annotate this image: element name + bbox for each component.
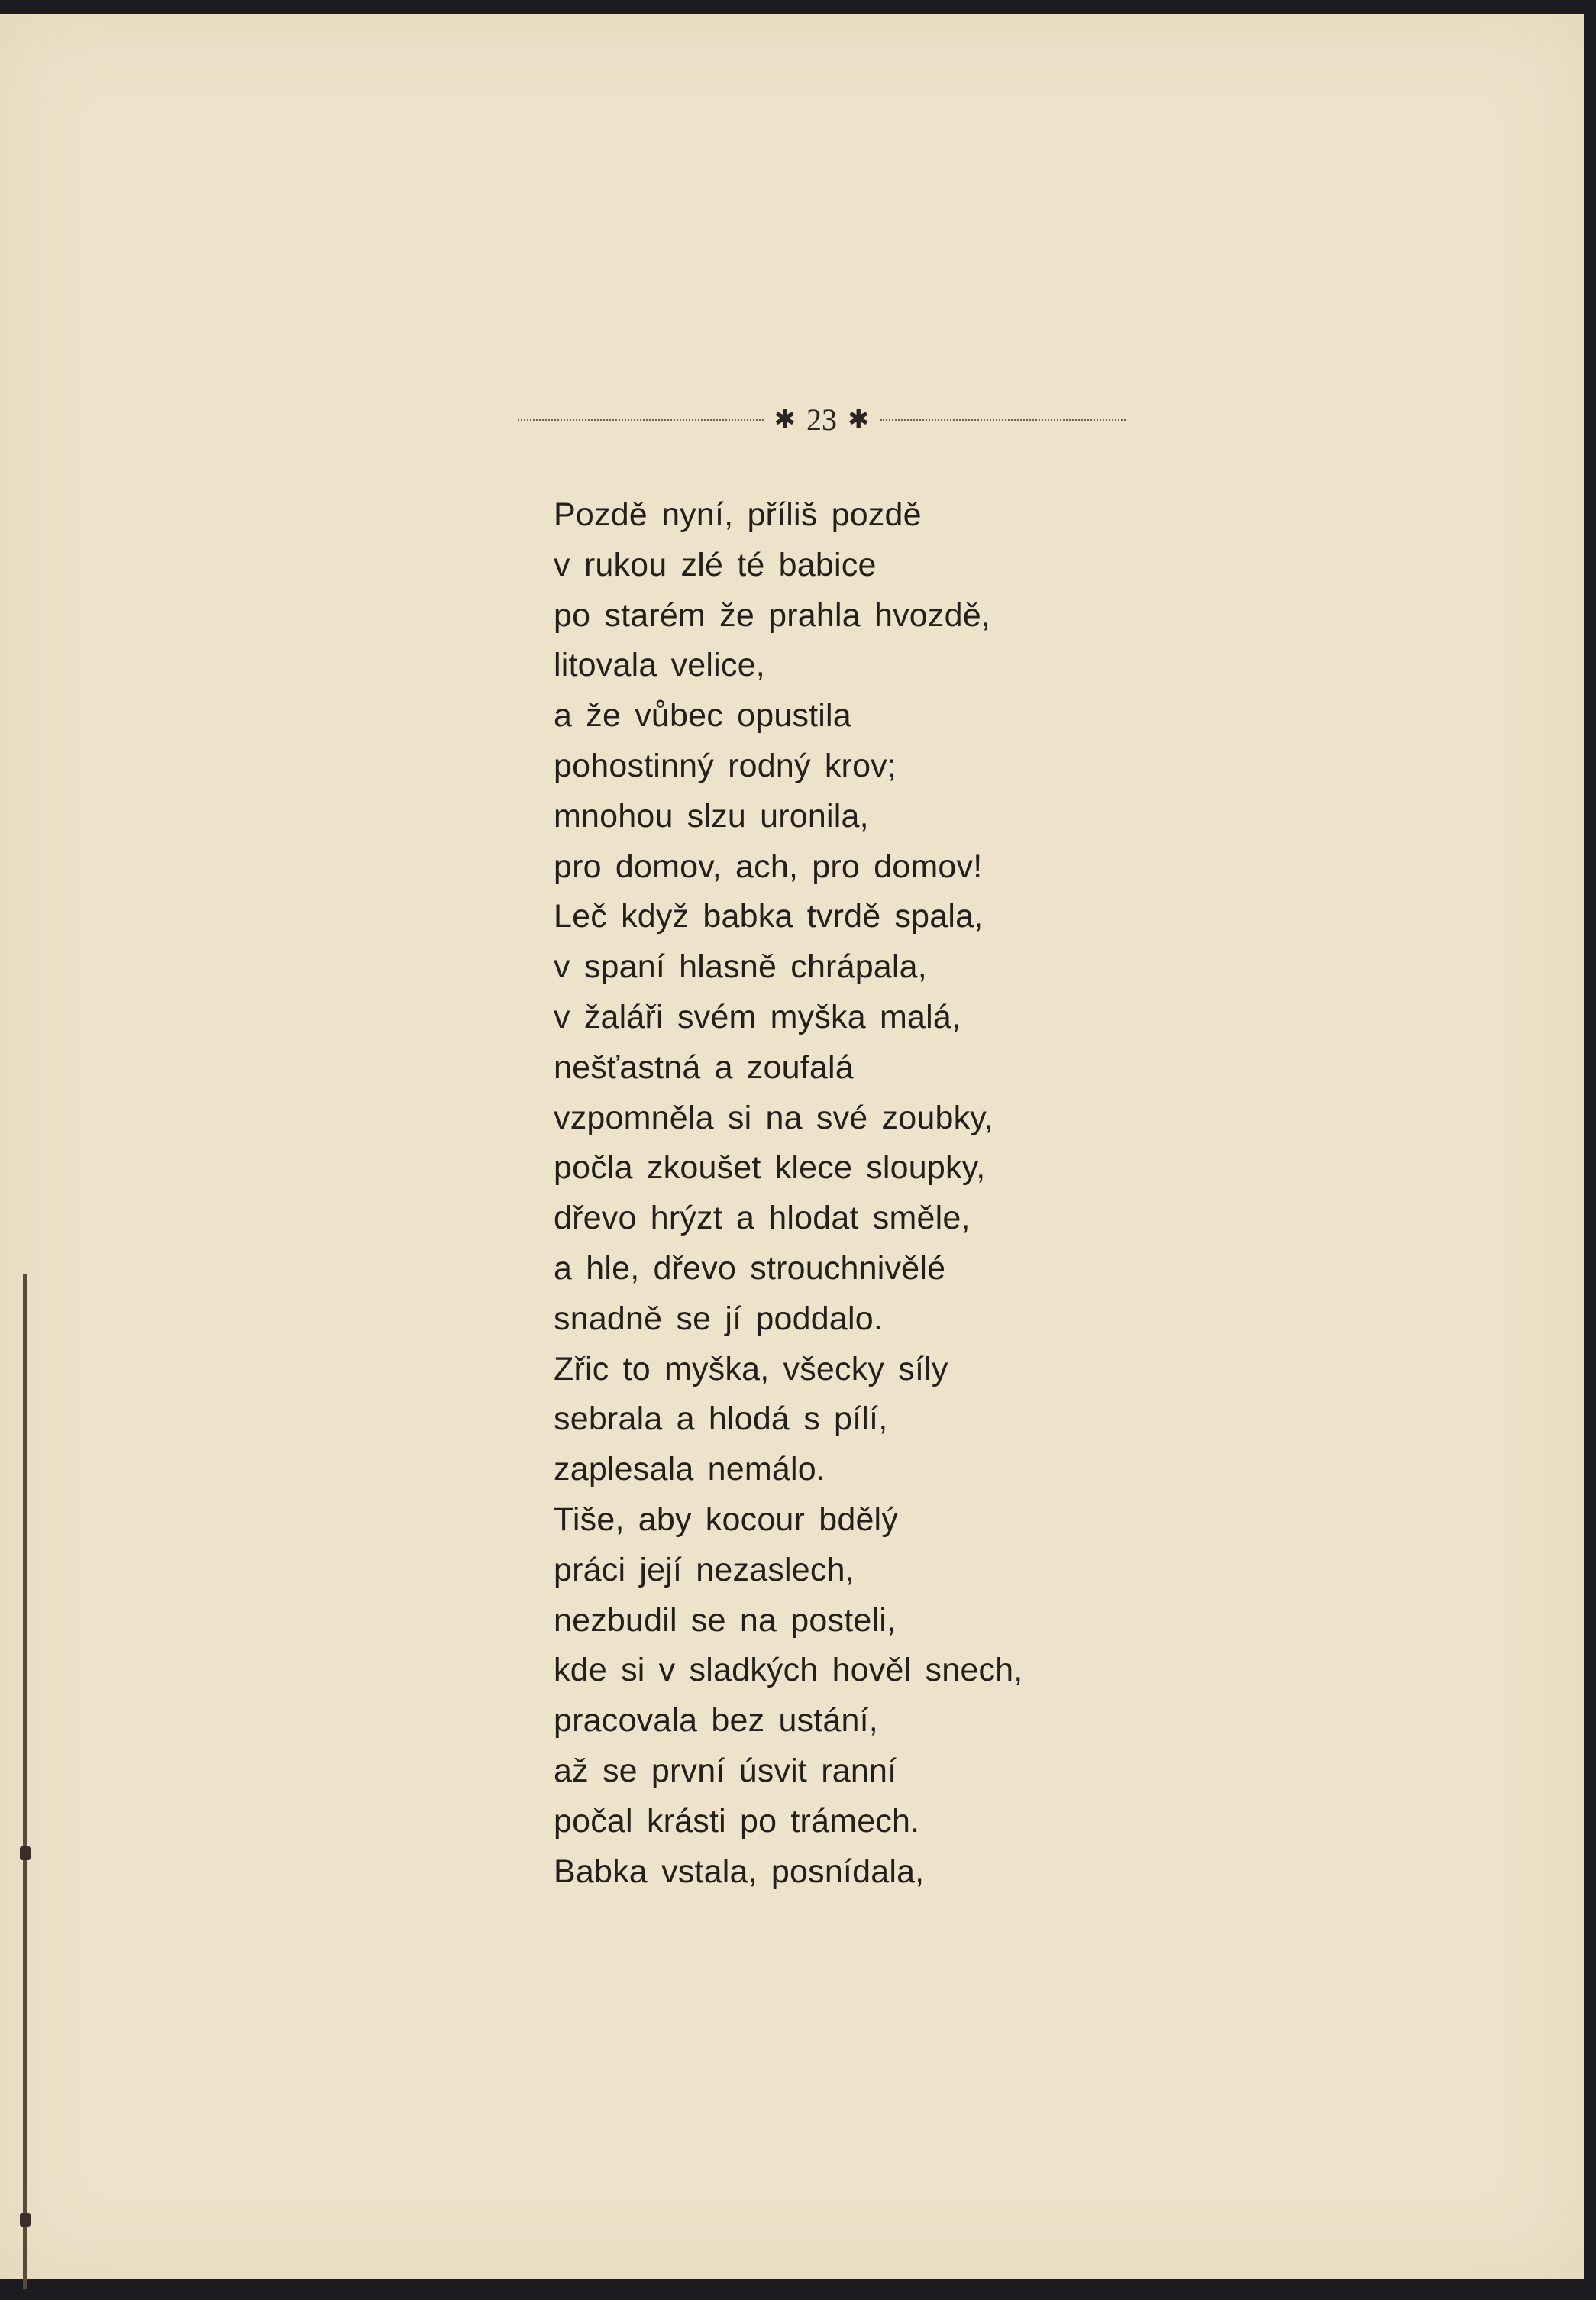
poem-line: sebrala a hlodá s pílí, [554,1400,888,1438]
header-rule-right [880,419,1126,421]
book-spine-edge [23,1274,27,2289]
poem-line: počal krásti po trámech. [554,1802,920,1840]
poem-line: pracovala bez ustání, [554,1702,878,1740]
poem-line: až se první úsvit ranní [554,1752,897,1789]
poem-line: Zřic to myška, všecky síly [554,1350,948,1387]
poem-line: kde si v sladkých hověl snech, [554,1652,1023,1689]
poem-line: nezbudil se na posteli, [554,1601,897,1639]
page-header [518,402,1126,438]
poem-line: Babka vstala, posnídala, [554,1853,925,1890]
poem-body [554,490,1241,1897]
poem-line: zaplesala nemálo. [554,1451,826,1488]
page-number: 23 [806,402,837,437]
poem-line: pohostinný rodný krov; [554,747,897,784]
poem-line: v spaní hlasně chrápala, [554,948,927,986]
poem-line: snadně se jí poddalo. [554,1300,884,1337]
binding-mark [20,1846,31,1860]
poem-line: litovala velice, [554,647,765,684]
book-page [0,14,1584,2279]
poem-line: Leč když babka tvrdě spala, [554,898,984,935]
poem-line: a že vůbec opustila [554,697,851,735]
poem-line: vzpomněla si na své zoubky, [554,1099,993,1136]
header-rule-left [518,419,764,421]
poem-line: dřevo hrýzt a hlodat směle, [554,1200,971,1237]
poem-line: mnohou slzu uronila, [554,797,869,835]
poem-line: nešťastná a zoufalá [554,1048,854,1086]
poem-line: v rukou zlé té babice [554,546,877,583]
header-star-icon: ✱ [774,405,796,434]
poem-line: počla zkoušet klece sloupky, [554,1149,986,1187]
poem-line: Tiše, aby kocour bdělý [554,1500,899,1538]
poem-line: v žaláři svém myška malá, [554,998,961,1035]
poem-line: pro domov, ach, pro domov! [554,848,983,885]
poem-line: a hle, dřevo strouchnivělé [554,1249,946,1287]
poem-line: Pozdě nyní, příliš pozdě [554,496,922,533]
header-star-icon: ✱ [848,405,870,434]
poem-line: práci její nezaslech, [554,1551,855,1588]
binding-mark [20,2213,31,2227]
poem-line: po starém že prahla hvozdě, [554,596,990,634]
